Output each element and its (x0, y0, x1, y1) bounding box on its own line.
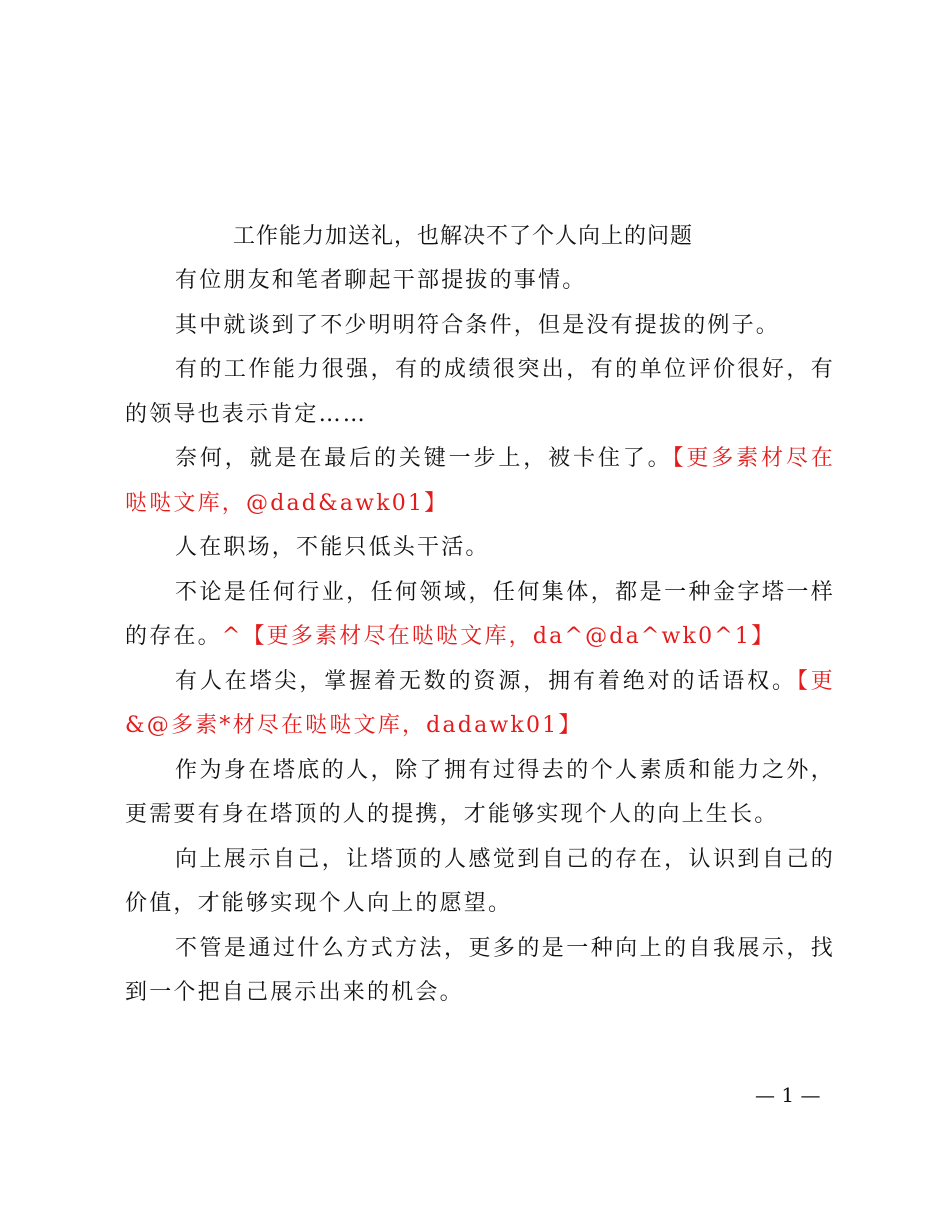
paragraph (125, 526, 835, 571)
paragraph (125, 304, 835, 349)
paragraph-text: 有人在塔尖，掌握着无数的资源，拥有着绝对的话语权。 (175, 668, 797, 694)
paragraph-text: 奈何，就是在最后的关键一步上，被卡住了。 (175, 446, 673, 471)
paragraph (125, 749, 835, 838)
promo-text: ^【更多素材尽在哒哒文库，da^@da^wk0^1】 (221, 624, 776, 649)
paragraph-text: 有的工作能力很强，有的成绩很突出，有的单位评价很好，有的领导也表示肯定…… (125, 357, 835, 427)
paragraph (125, 927, 835, 1016)
paragraph (125, 660, 835, 749)
paragraph-text: 作为身在塔底的人，除了拥有过得去的个人素质和能力之外，更需要有身在塔顶的人的提携，才能够实现个人的向上生长。 (125, 757, 835, 827)
page-number: — 1 — (755, 1083, 821, 1107)
promo-text: 【更&@多素*材尽在哒哒文库，dadawk01】 (125, 668, 835, 738)
document-title: 工作能力加送礼，也解决不了个人向上的问题 (233, 224, 694, 249)
paragraph-text: 不论是任何行业，任何领域，任何集体，都是一种金字塔一样的存在。 (125, 579, 835, 649)
paragraph (125, 437, 835, 526)
paragraph (125, 348, 835, 437)
paragraph (125, 259, 835, 304)
paragraph-text: 不管是通过什么方式方法，更多的是一种向上的自我展示，找到一个把自己展示出来的机会。 (125, 935, 835, 1005)
paragraph-text: 其中就谈到了不少明明符合条件，但是没有提拔的例子。 (175, 312, 781, 338)
paragraph-text: 向上展示自己，让塔顶的人感觉到自己的存在，认识到自己的价值，才能够实现个人向上的愿望。 (125, 846, 835, 916)
document-body (125, 215, 835, 1016)
paragraph (125, 571, 835, 660)
paragraph-text: 有位朋友和笔者聊起干部提拔的事情。 (175, 268, 587, 293)
promo-text: 【更多素材尽在哒哒文库，@dad&awk01】 (125, 446, 835, 516)
paragraph (125, 838, 835, 927)
paragraph-text: 人在职场，不能只低头干活。 (175, 535, 490, 560)
